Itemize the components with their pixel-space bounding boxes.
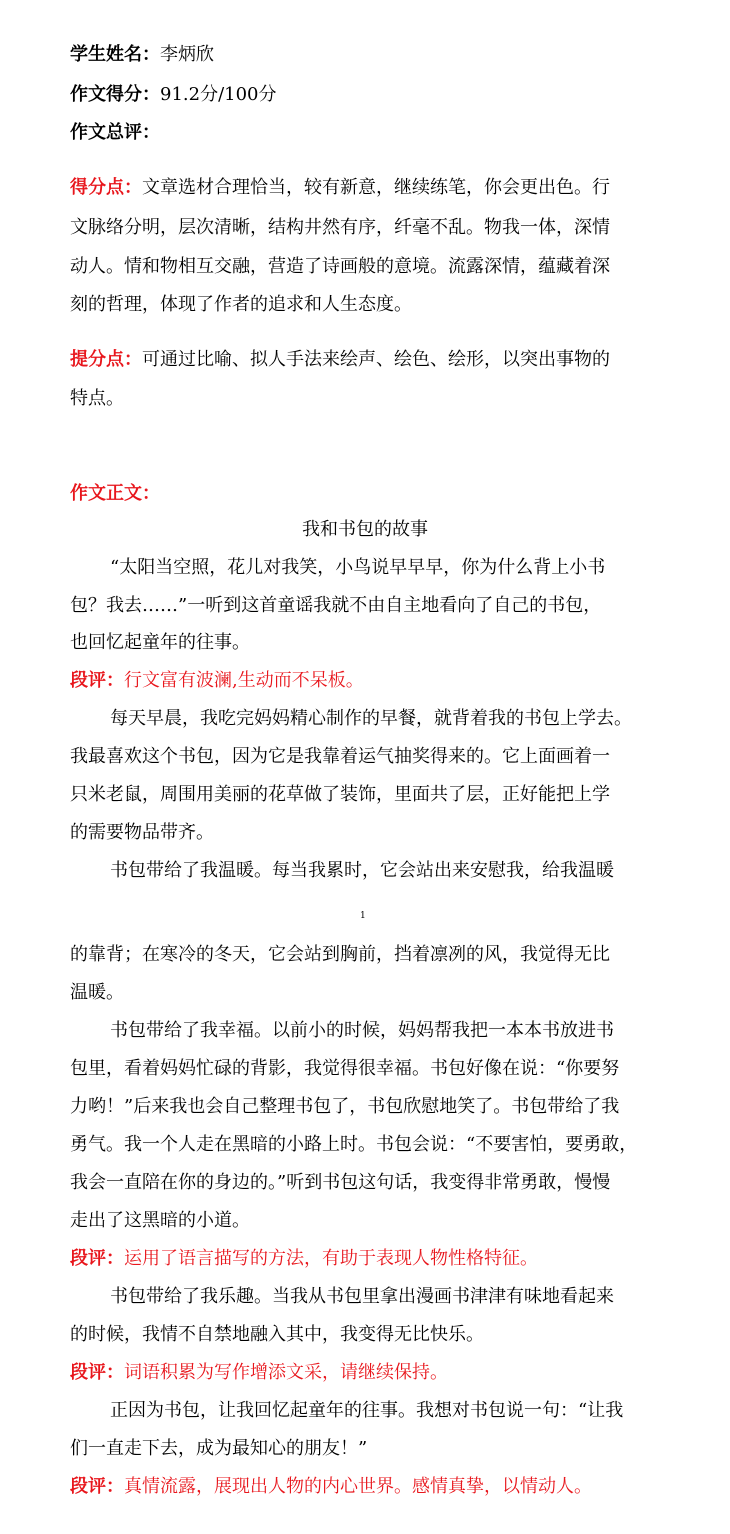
comment-label-3: 段评：: [70, 1362, 124, 1383]
essay-section-label: 作文正文：: [70, 483, 160, 504]
essay-p1-line-1: “太阳当空照，花儿对我笑，小鸟说早早早，你为什么背上小书: [110, 557, 606, 578]
paragraph-comment-1: [70, 669, 364, 693]
strengths-label: 得分点：: [70, 177, 142, 198]
student-name-label: 学生姓名：: [70, 44, 160, 65]
paragraph-comment-4: [70, 1475, 592, 1499]
essay-p6-line-1: 正因为书包，让我回忆起童年的往事。我想对书包说一句：“让我: [110, 1400, 624, 1421]
essay-p2-line-1: 每天早晨，我吃完妈妈精心制作的早餐，就背着我的书包上学去。: [110, 708, 632, 729]
essay-title: 我和书包的故事: [302, 519, 428, 540]
strengths-text-2: 文脉络分明，层次清晰，结构井然有序，纤毫不乱。物我一体，深情: [70, 217, 610, 238]
essay-p5-line-1: 书包带给了我乐趣。当我从书包里拿出漫画书津津有味地看起来: [110, 1286, 614, 1307]
strengths-text-4: 刻的哲理，体现了作者的追求和人生态度。: [70, 294, 412, 315]
essay-p4-line-3: 力哟！”后来我也会自己整理书包了，书包欣慰地笑了。书包带给了我: [70, 1096, 620, 1117]
score-value: 91.2分/100分: [160, 84, 277, 105]
score-label: 作文得分：: [70, 84, 160, 105]
essay-p2-line-4: 的需要物品带齐。: [70, 822, 214, 843]
paragraph-comment-2: [70, 1247, 538, 1271]
improvements-text-2: 特点。: [70, 388, 124, 409]
strengths-text-1: 文章选材合理恰当，较有新意，继续练笔，你会更出色。行: [142, 177, 610, 198]
comment-text-4: 真情流露，展现出人物的内心世界。感情真挚，以情动人。: [124, 1476, 592, 1497]
student-name-row: [70, 43, 214, 67]
essay-p3-line-2: 的靠背；在寒冷的冬天，它会站到胸前，挡着凛冽的风，我觉得无比: [70, 944, 610, 965]
essay-p3-line-3: 温暖。: [70, 982, 124, 1003]
strengths-line-1: [70, 176, 610, 200]
comment-label-2: 段评：: [70, 1248, 124, 1269]
essay-p4-line-4: 勇气。我一个人走在黑暗的小路上时。书包会说：“不要害怕，要勇敢，: [70, 1134, 638, 1155]
overall-review-label: 作文总评：: [70, 122, 160, 143]
essay-p1-line-3: 也回忆起童年的往事。: [70, 632, 250, 653]
essay-p4-line-6: 走出了这黑暗的小道。: [70, 1210, 250, 1231]
improvements-text-1: 可通过比喻、拟人手法来绘声、绘色、绘形，以突出事物的: [142, 349, 610, 370]
essay-p4-line-5: 我会一直陪在你的身边的。”听到书包这句话，我变得非常勇敢，慢慢: [70, 1172, 611, 1193]
comment-text-1: 行文富有波澜,生动而不呆板。: [124, 670, 364, 691]
essay-p4-line-1: 书包带给了我幸福。以前小的时候，妈妈帮我把一本本书放进书: [110, 1020, 614, 1041]
student-name-value: 李炳欣: [160, 44, 214, 65]
paragraph-comment-3: [70, 1361, 448, 1385]
essay-p2-line-3: 只米老鼠，周围用美丽的花草做了装饰，里面共了层，正好能把上学: [70, 784, 610, 805]
essay-p5-line-2: 的时候，我情不自禁地融入其中，我变得无比快乐。: [70, 1324, 484, 1345]
improvements-line-1: [70, 348, 610, 372]
improvements-label: 提分点：: [70, 349, 142, 370]
essay-p4-line-2: 包里，看着妈妈忙碌的背影，我觉得很幸福。书包好像在说：“你要努: [70, 1058, 620, 1079]
comment-text-3: 词语积累为写作增添文采，请继续保持。: [124, 1362, 448, 1383]
comment-label-1: 段评：: [70, 670, 124, 691]
score-row: [70, 83, 277, 107]
essay-p1-line-2: 包？我去……”一听到这首童谣我就不由自主地看向了自己的书包，: [70, 595, 602, 616]
essay-p6-line-2: 们一直走下去，成为最知心的朋友！”: [70, 1438, 368, 1459]
essay-p2-line-2: 我最喜欢这个书包，因为它是我靠着运气抽奖得来的。它上面画着一: [70, 746, 610, 767]
comment-label-4: 段评：: [70, 1476, 124, 1497]
comment-text-2: 运用了语言描写的方法，有助于表现人物性格特征。: [124, 1248, 538, 1269]
strengths-text-3: 动人。情和物相互交融，营造了诗画般的意境。流露深情，蕴藏着深: [70, 256, 610, 277]
page-number: 1: [360, 911, 366, 921]
essay-p3-line-1: 书包带给了我温暖。每当我累时，它会站出来安慰我，给我温暖: [110, 860, 614, 881]
